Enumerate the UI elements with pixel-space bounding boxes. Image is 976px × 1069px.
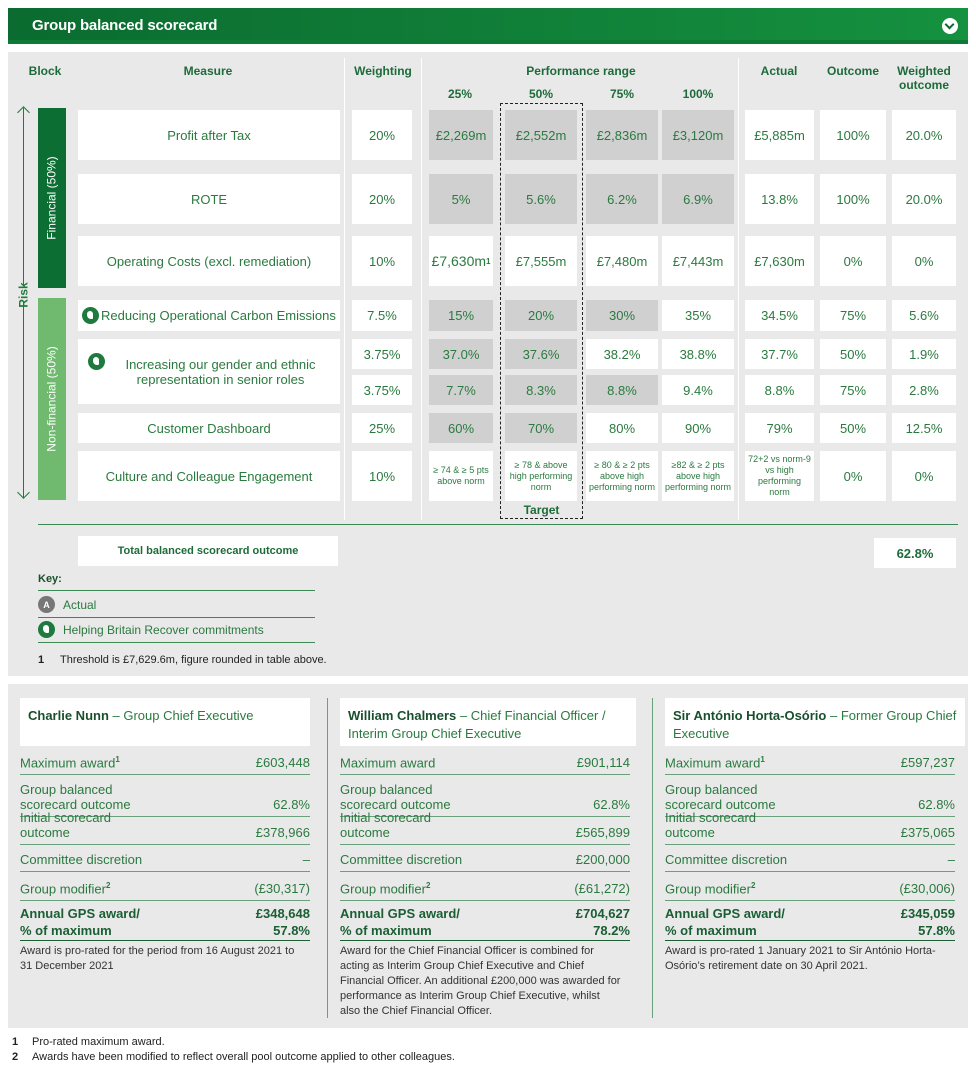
row-value: (£30,006) — [899, 881, 955, 896]
hbr-commitment-icon — [38, 621, 55, 638]
p50-cell: 8.3% — [505, 375, 577, 405]
row-value: – — [947, 852, 955, 867]
award-pct-value: 57.8% — [918, 923, 955, 938]
row-value: (£30,317) — [254, 881, 310, 896]
p50-cell: 20% — [505, 300, 577, 331]
row-value: 62.8% — [593, 797, 630, 812]
row-label-text: Committee discretion — [20, 852, 143, 867]
award-line — [665, 906, 955, 921]
award-value: £704,627 — [575, 906, 630, 921]
weight-cell: 7.5% — [352, 300, 412, 331]
award-label: Annual GPS award/ — [665, 906, 785, 921]
hbr-commitment-icon — [82, 307, 99, 324]
actual-cell: £7,630m — [745, 236, 814, 286]
row-label-text: Group balanced scorecard outcome — [340, 782, 451, 812]
person-name: William Chalmers — [348, 708, 457, 723]
p25-cell: 37.0% — [429, 339, 493, 369]
p25-value: £7,630m — [431, 252, 487, 269]
measure-cell: Operating Costs (excl. remediation) — [78, 236, 340, 286]
divider — [20, 940, 310, 941]
measure-cell: Customer Dashboard — [78, 413, 340, 443]
footnote-1 — [12, 1036, 165, 1048]
row-label-text: Initial scorecard outcome — [340, 810, 432, 840]
footnote-ref: 2 — [105, 880, 111, 890]
col-weighted-outcome: Weighted outcome — [897, 64, 951, 92]
actual-cell: 8.8% — [745, 375, 814, 405]
award-note: Award for the Chief Financial Officer is combined for acting as Interim Group Chief Executive and Chief Financial Officer. An additional £200,000 was awarded for performance as Interim Group Chief Executive, whilst also the Chief Financial Officer. — [340, 945, 621, 1017]
outcome-cell: 75% — [820, 375, 886, 405]
row-value: £597,237 — [900, 755, 955, 770]
weight-cell: 3.75% — [352, 375, 412, 405]
p100-cell: £3,120m — [662, 110, 734, 160]
card-header — [340, 698, 636, 746]
row-label-text: Group modifier — [20, 881, 106, 896]
separator — [344, 58, 345, 520]
initial-outcome-row — [20, 810, 310, 845]
person-role: – Former Group Chief Executive — [673, 708, 957, 741]
footnote-ref: 1 — [115, 754, 120, 764]
award-pct-label: % of maximum — [665, 923, 757, 938]
person-role: – Group Chief Executive — [108, 708, 254, 723]
total-label: Total balanced scorecard outcome — [78, 536, 338, 566]
measure-cell: Profit after Tax — [78, 110, 340, 160]
outcome-cell: 50% — [820, 413, 886, 443]
collapse-toggle-icon[interactable] — [942, 18, 958, 34]
nonfinancial-label: Non-financial (50%) — [45, 346, 60, 452]
award-line — [20, 906, 310, 921]
col-actual: Actual — [760, 64, 798, 78]
person-name: Sir António Horta-Osório — [673, 708, 827, 723]
award-pct-value: 78.2% — [593, 923, 630, 938]
measure-cell: Culture and Colleague Engagement — [78, 451, 340, 501]
row-value: 62.8% — [273, 797, 310, 812]
p75-cell: ≥ 80 & ≥ 2 pts above high performing norm — [586, 451, 658, 501]
p100-cell: £7,443m — [662, 236, 734, 286]
section-header — [8, 8, 968, 44]
row-label — [20, 878, 110, 896]
outcome-cell: 100% — [820, 110, 886, 160]
p25-cell: 7.7% — [429, 375, 493, 405]
award-note: Award is pro-rated for the period from 16 August 2021 to 31 December 2021 — [20, 945, 295, 972]
maximum-award-row — [665, 753, 955, 775]
award-line — [20, 923, 310, 938]
p25-cell: £2,269m — [429, 110, 493, 160]
p50-cell: £7,555m — [505, 236, 577, 286]
key-actual-label: Actual — [63, 597, 97, 612]
weight-cell: 3.75% — [352, 339, 412, 369]
financial-label: Financial (50%) — [45, 156, 59, 240]
financial-block — [38, 108, 66, 288]
measure-label: Reducing Operational Carbon Emissions — [101, 308, 336, 323]
footnote-number: 1 — [12, 1036, 19, 1048]
col-p25: 25% — [447, 87, 473, 101]
initial-outcome-row — [340, 810, 630, 845]
p75-cell: £7,480m — [586, 236, 658, 286]
award-line — [665, 923, 955, 938]
weighted-cell: 2.8% — [892, 375, 956, 405]
footnote-text: Awards have been modified to reflect overall pool outcome applied to other colleagues. — [32, 1051, 455, 1063]
p75-cell: 8.8% — [586, 375, 658, 405]
row-label-text: Group modifier — [665, 881, 751, 896]
maximum-award-row — [340, 753, 630, 775]
separator — [327, 698, 328, 1018]
award-label: Annual GPS award/ — [20, 906, 140, 921]
row-label — [340, 852, 462, 867]
weight-cell: 10% — [352, 451, 412, 501]
group-modifier-row — [665, 877, 955, 901]
row-value: £378,966 — [255, 825, 310, 840]
annual-award-row — [665, 906, 955, 938]
divider — [340, 940, 630, 941]
p50-cell: ≥ 78 & above high performing norm — [505, 451, 577, 501]
measure-cell — [78, 300, 340, 331]
outcome-cell: 100% — [820, 174, 886, 224]
row-label-text: Maximum award — [20, 755, 116, 770]
weighted-cell: 20.0% — [892, 174, 956, 224]
col-outcome: Outcome — [826, 64, 879, 78]
p100-cell: 38.8% — [662, 339, 734, 369]
total-value: 62.8% — [874, 538, 956, 568]
p50-cell: 70% — [505, 413, 577, 443]
committee-discretion-row — [665, 850, 955, 872]
p100-cell: 9.4% — [662, 375, 734, 405]
divider — [38, 590, 315, 591]
footnote-ref: 2 — [750, 880, 756, 890]
person-role: – Chief Financial Officer / Interim Group Chief Executive — [348, 708, 606, 741]
col-p50: 50% — [528, 87, 554, 101]
separator — [738, 58, 739, 520]
row-label — [20, 752, 120, 770]
divider — [665, 940, 955, 941]
p50-cell: 5.6% — [505, 174, 577, 224]
row-label — [340, 810, 470, 840]
weight-cell: 20% — [352, 110, 412, 160]
person-name: Charlie Nunn — [28, 708, 109, 723]
target-label: Target — [523, 503, 560, 517]
p25-cell: ≥ 74 & ≥ 5 pts above norm — [429, 451, 493, 501]
footnote-ref: 1 — [760, 754, 765, 764]
row-value: £375,065 — [900, 825, 955, 840]
p25-cell — [429, 236, 493, 286]
row-value: – — [302, 852, 310, 867]
footnote-2 — [12, 1051, 455, 1063]
footnote-ref: 2 — [425, 880, 431, 890]
p75-cell: 80% — [586, 413, 658, 443]
row-value: (£61,272) — [574, 881, 630, 896]
weight-cell: 10% — [352, 236, 412, 286]
p50-cell: £2,552m — [505, 110, 577, 160]
row-label — [340, 752, 435, 770]
col-p75: 75% — [609, 87, 635, 101]
footnote-number: 2 — [12, 1051, 19, 1063]
row-label — [665, 782, 795, 812]
outcome-cell: 75% — [820, 300, 886, 331]
card-header — [665, 698, 965, 746]
key-hbr-label: Helping Britain Recover commitments — [63, 622, 264, 637]
committee-discretion-row — [340, 850, 630, 872]
row-label-text: Group modifier — [340, 881, 426, 896]
footnote-ref: 1 — [486, 256, 491, 266]
row-value: £200,000 — [575, 852, 630, 867]
actual-cell: 34.5% — [745, 300, 814, 331]
p75-cell: 38.2% — [586, 339, 658, 369]
risk-label: Risk — [16, 282, 31, 308]
award-pct-value: 57.8% — [273, 923, 310, 938]
group-modifier-row — [340, 877, 630, 901]
row-label-text: Initial scorecard outcome — [665, 810, 757, 840]
award-pct-label: % of maximum — [20, 923, 112, 938]
weighted-cell: 0% — [892, 451, 956, 501]
row-label — [665, 752, 765, 770]
outcome-cell: 0% — [820, 236, 886, 286]
card-header — [20, 698, 310, 746]
award-line — [340, 923, 630, 938]
actual-cell: 72+2 vs norm-9 vs high performing norm — [745, 451, 814, 501]
maximum-award-row — [20, 753, 310, 775]
footnote-text: Pro-rated maximum award. — [32, 1036, 165, 1048]
annual-award-row — [340, 906, 630, 938]
weighted-cell: 20.0% — [892, 110, 956, 160]
p25-cell: 5% — [429, 174, 493, 224]
measure-cell: ROTE — [78, 174, 340, 224]
group-modifier-row — [20, 877, 310, 901]
row-value: £603,448 — [255, 755, 310, 770]
col-block: Block — [28, 64, 62, 78]
p100-cell: 90% — [662, 413, 734, 443]
row-value: £565,899 — [575, 825, 630, 840]
actual-cell: 13.8% — [745, 174, 814, 224]
section-title: Group balanced scorecard — [32, 17, 218, 34]
award-label: Annual GPS award/ — [340, 906, 460, 921]
p75-cell: 30% — [586, 300, 658, 331]
col-weighting: Weighting — [354, 64, 412, 78]
separator — [652, 698, 653, 1018]
row-label-text: Group balanced scorecard outcome — [20, 782, 131, 812]
p100-cell: 35% — [662, 300, 734, 331]
p75-cell: 6.2% — [586, 174, 658, 224]
initial-outcome-row — [665, 810, 955, 845]
p25-cell: 15% — [429, 300, 493, 331]
col-p100: 100% — [682, 87, 714, 101]
row-label — [340, 878, 430, 896]
nonfinancial-block — [38, 298, 66, 500]
key-title: Key: — [38, 573, 62, 585]
weighted-cell: 1.9% — [892, 339, 956, 369]
weighted-cell: 5.6% — [892, 300, 956, 331]
award-value: £348,648 — [255, 906, 310, 921]
footnote-text: Threshold is £7,629.6m, figure rounded in table above. — [60, 654, 327, 666]
col-performance-range: Performance range — [526, 64, 636, 78]
row-label — [20, 782, 150, 812]
weighted-cell: 12.5% — [892, 413, 956, 443]
p100-cell: ≥82 & ≥ 2 pts above high performing norm — [662, 451, 734, 501]
col-measure: Measure — [183, 64, 233, 78]
p25-cell: 60% — [429, 413, 493, 443]
p50-cell: 37.6% — [505, 339, 577, 369]
weighted-cell: 0% — [892, 236, 956, 286]
key-hbr — [38, 621, 264, 638]
row-label — [665, 810, 795, 840]
row-value: £901,114 — [576, 755, 630, 770]
risk-label-wrap — [10, 282, 38, 308]
annual-award-row — [20, 906, 310, 938]
row-label-text: Committee discretion — [665, 852, 788, 867]
award-note: Award is pro-rated 1 January 2021 to Sir António Horta-Osório’s retirement date on 30 April 2021. — [665, 945, 936, 972]
actual-cell: £5,885m — [745, 110, 814, 160]
target-box — [500, 103, 583, 519]
actual-icon: A — [38, 596, 55, 613]
award-pct-label: % of maximum — [340, 923, 432, 938]
separator — [421, 58, 422, 520]
table-footnote — [38, 654, 327, 666]
divider — [38, 524, 958, 525]
row-label — [665, 852, 787, 867]
actual-cell: 79% — [745, 413, 814, 443]
row-label-text: Initial scorecard outcome — [20, 810, 112, 840]
row-value: 62.8% — [918, 797, 955, 812]
weight-cell: 25% — [352, 413, 412, 443]
committee-discretion-row — [20, 850, 310, 872]
divider — [38, 642, 315, 643]
row-label — [665, 878, 755, 896]
p75-cell: £2,836m — [586, 110, 658, 160]
row-label-text: Maximum award — [340, 755, 436, 770]
row-label-text: Maximum award — [665, 755, 761, 770]
hbr-commitment-icon — [88, 353, 105, 370]
outcome-cell: 50% — [820, 339, 886, 369]
award-value: £345,059 — [900, 906, 955, 921]
measure-label: Increasing our gender and ethnic representation in senior roles — [125, 356, 316, 387]
row-label-text: Group balanced scorecard outcome — [665, 782, 776, 812]
footnote-number: 1 — [38, 654, 45, 666]
measure-cell — [78, 339, 340, 404]
row-label — [20, 852, 142, 867]
divider — [38, 617, 315, 618]
outcome-cell: 0% — [820, 451, 886, 501]
actual-cell: 37.7% — [745, 339, 814, 369]
p100-cell: 6.9% — [662, 174, 734, 224]
key-actual — [38, 596, 96, 613]
weight-cell: 20% — [352, 174, 412, 224]
row-label — [340, 782, 470, 812]
row-label — [20, 810, 150, 840]
award-line — [340, 906, 630, 921]
row-label-text: Committee discretion — [340, 852, 463, 867]
